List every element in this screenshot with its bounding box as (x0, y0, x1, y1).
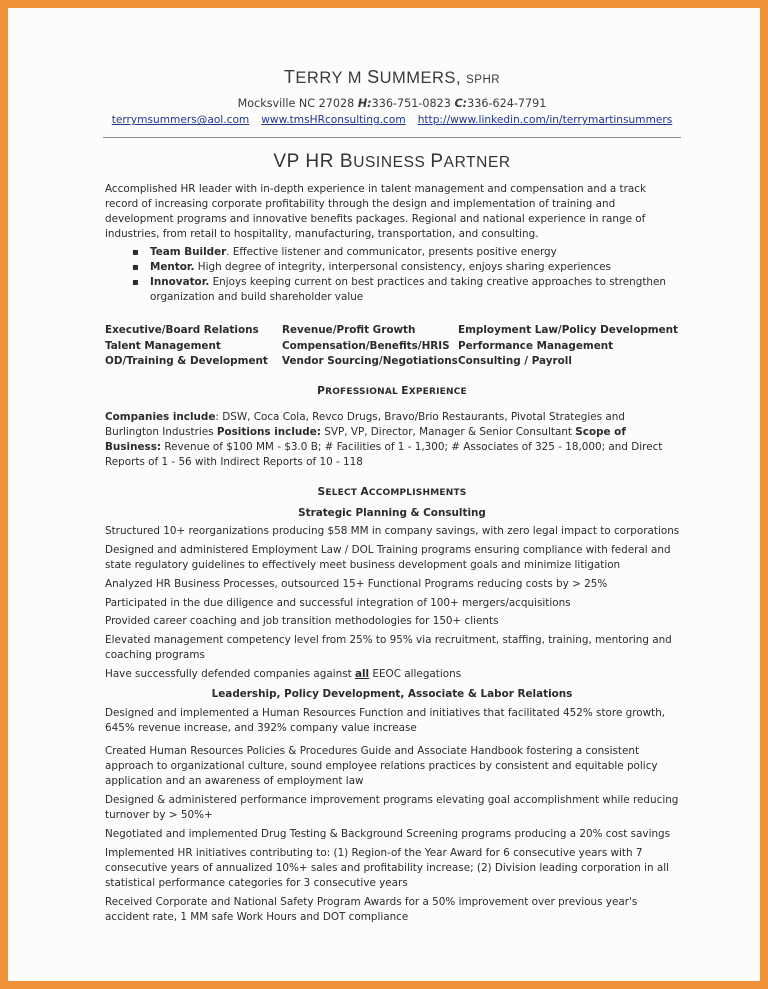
strength-label: Mentor. (150, 260, 195, 273)
job-headline (97, 150, 687, 172)
strength-item (132, 245, 675, 260)
experience-paragraph (97, 410, 681, 471)
cell-phone: 336-624-7791 (467, 97, 547, 111)
accomplishment-item: Designed and administered Employment Law / DOL Training programs ensuring compliance with federal and state regulatory guidelines to effectively meet business development goals and minimize litigation (105, 543, 671, 572)
heading-part-sc: ROFESSIONAL (325, 386, 402, 397)
heading-part: A (360, 485, 369, 498)
headline-part-sc: ARTNER (443, 153, 511, 171)
strength-text: High degree of integrity, interpersonal consistency, enjoys sharing experiences (194, 260, 611, 273)
headline-part-sc: USINESS (353, 153, 431, 171)
skill-item: Vendor Sourcing/Negotiations (282, 355, 458, 368)
name-part-2: UMMERS, (379, 69, 467, 87)
skills-grid (97, 323, 687, 369)
accomplishment-item: Created Human Resources Policies & Procedures Guide and Associate Handbook fostering a consistent approach to organizational culture, sound employee relations practices by consistent and equitable policy application and an awareness of employment law (105, 745, 658, 788)
skill-item: Executive/Board Relations (105, 324, 259, 337)
positions-text: SVP, VP, Director, Manager & Senior Consultant (320, 426, 576, 439)
emphasis-all: all (354, 668, 370, 681)
candidate-name (97, 67, 687, 88)
strength-text: . Effective listener and communicator, presents positive energy (226, 245, 557, 258)
strength-item (132, 260, 675, 275)
companies-label: Companies include (105, 410, 216, 423)
accomplishment-item: Analyzed HR Business Processes, outsourced 15+ Functional Programs reducing costs by > 25% (105, 577, 608, 590)
skill-item: Revenue/Profit Growth (282, 324, 416, 337)
scope-text: Revenue of $100 MM - $3.0 B; # Facilities of 1 - 1,300; # Associates of 325 - 18,000; and Direct Reports of 1 - 56 with Indirect Reports of 10 - 118 (105, 441, 663, 469)
skill-item: Employment Law/Policy Development (458, 324, 679, 337)
accomplishment-text: EEOC allegations (369, 668, 462, 681)
website-link[interactable]: www.tmsHRconsulting.com (261, 114, 406, 127)
accomplishment-item: Structured 10+ reorganizations producing $58 MM in company savings, with zero legal impact to corporations (105, 525, 680, 538)
experience-heading (97, 384, 687, 400)
name-part: ERRY M (295, 69, 368, 87)
accomplishment-item: Designed & administered performance improvement programs elevating goal accomplishment while reducing turnover by > 50%+ (105, 794, 679, 822)
resume-document (97, 64, 687, 926)
skill-item: OD/Training & Development (105, 355, 268, 368)
header-divider (103, 137, 681, 138)
contact-links (97, 113, 687, 128)
strength-label: Team Builder (150, 245, 227, 258)
accomplishment-item: Provided career coaching and job transition methodologies for 150+ clients (105, 615, 499, 628)
email-link[interactable]: terrymsummers@aol.com (111, 114, 250, 127)
skill-item: Consulting / Payroll (458, 355, 572, 368)
accomplishment-item (97, 667, 681, 682)
name-initial: T (283, 67, 296, 87)
accomplishment-item: Designed and implemented a Human Resources Function and initiatives that facilitated 452% store growth, 645% revenue increase, and 392% company value increase (105, 706, 666, 734)
summary-paragraph: Accomplished HR leader with in-depth experience in talent management and compensation and a track record of increasing corporate profitability through the design and implementation of training and development programs and innovative benefits packages. Regional and national experience in range of industries, from retail to hospitality, manufacturing, transportation, and consulting. (105, 182, 646, 241)
accomplishment-text: Have successfully defended companies against (105, 668, 355, 681)
credential: SPHR (466, 74, 501, 86)
skill-item: Performance Management (458, 339, 614, 352)
accomplishment-item: Received Corporate and National Safety Program Awards for a 50% improvement over previous year's accident rate, 1 MM safe Work Hours and DOT compliance (105, 896, 638, 924)
strength-label: Innovator. (150, 276, 210, 289)
heading-part: E (401, 384, 409, 397)
summary-section (97, 182, 675, 306)
location: Mocksville NC 27028 (237, 97, 358, 111)
home-label: H: (357, 97, 372, 111)
accomplishment-item: Elevated management competency level from 25% to 95% via recruitment, staffing, training, mentoring and coaching programs (105, 634, 672, 662)
strength-item (132, 275, 675, 305)
leadership-heading: Leadership, Policy Development, Associate & Labor Relations (211, 688, 573, 701)
headline-part: VP HR B (273, 150, 354, 172)
heading-part-sc: XPERIENCE (408, 386, 467, 397)
heading-part: P (317, 384, 326, 397)
home-phone: 336-751-0823 (371, 97, 455, 111)
accomplishment-item: Participated in the due diligence and successful integration of 100+ mergers/acquisitions (105, 596, 571, 609)
skill-item: Talent Management (105, 339, 221, 352)
name-initial-s: S (367, 67, 380, 87)
accomplishment-item: Implemented HR initiatives contributing to: (1) Region-of the Year Award for 6 consecutive years with 7 consecutive years of annualized 10%+ sales and profitability increase; (2) Division leading corporation in all statistical performance categories for 3 consecutive years (105, 847, 670, 890)
skill-item: Compensation/Benefits/HRIS (282, 339, 450, 352)
strategic-planning-heading: Strategic Planning & Consulting (298, 506, 486, 519)
linkedin-link[interactable]: http://www.linkedin.com/in/terrymartinsummers (417, 114, 673, 127)
accomplishments-heading (97, 485, 687, 501)
strengths-list (105, 245, 675, 306)
headline-part: P (430, 150, 444, 172)
scope-label: Scope of Business: (105, 426, 626, 454)
companies-text: : DSW, Coca Cola, Revco Drugs, Bravo/Brio Restaurants, Pivotal Strategies and Burlington Industries (105, 410, 625, 439)
cell-label: C: (454, 97, 468, 111)
heading-part-sc: ELECT (325, 487, 361, 498)
positions-label: Positions include: (216, 426, 321, 439)
strength-text: Enjoys keeping current on best practices and taking creative approaches to strengthen organization and build shareholder value (150, 276, 666, 304)
heading-part: S (317, 485, 326, 498)
contact-line (97, 96, 687, 111)
accomplishment-item: Negotiated and implemented Drug Testing & Background Screening programs producing a 20% cost savings (105, 828, 671, 841)
heading-part-sc: CCOMPLISHMENTS (368, 487, 467, 498)
